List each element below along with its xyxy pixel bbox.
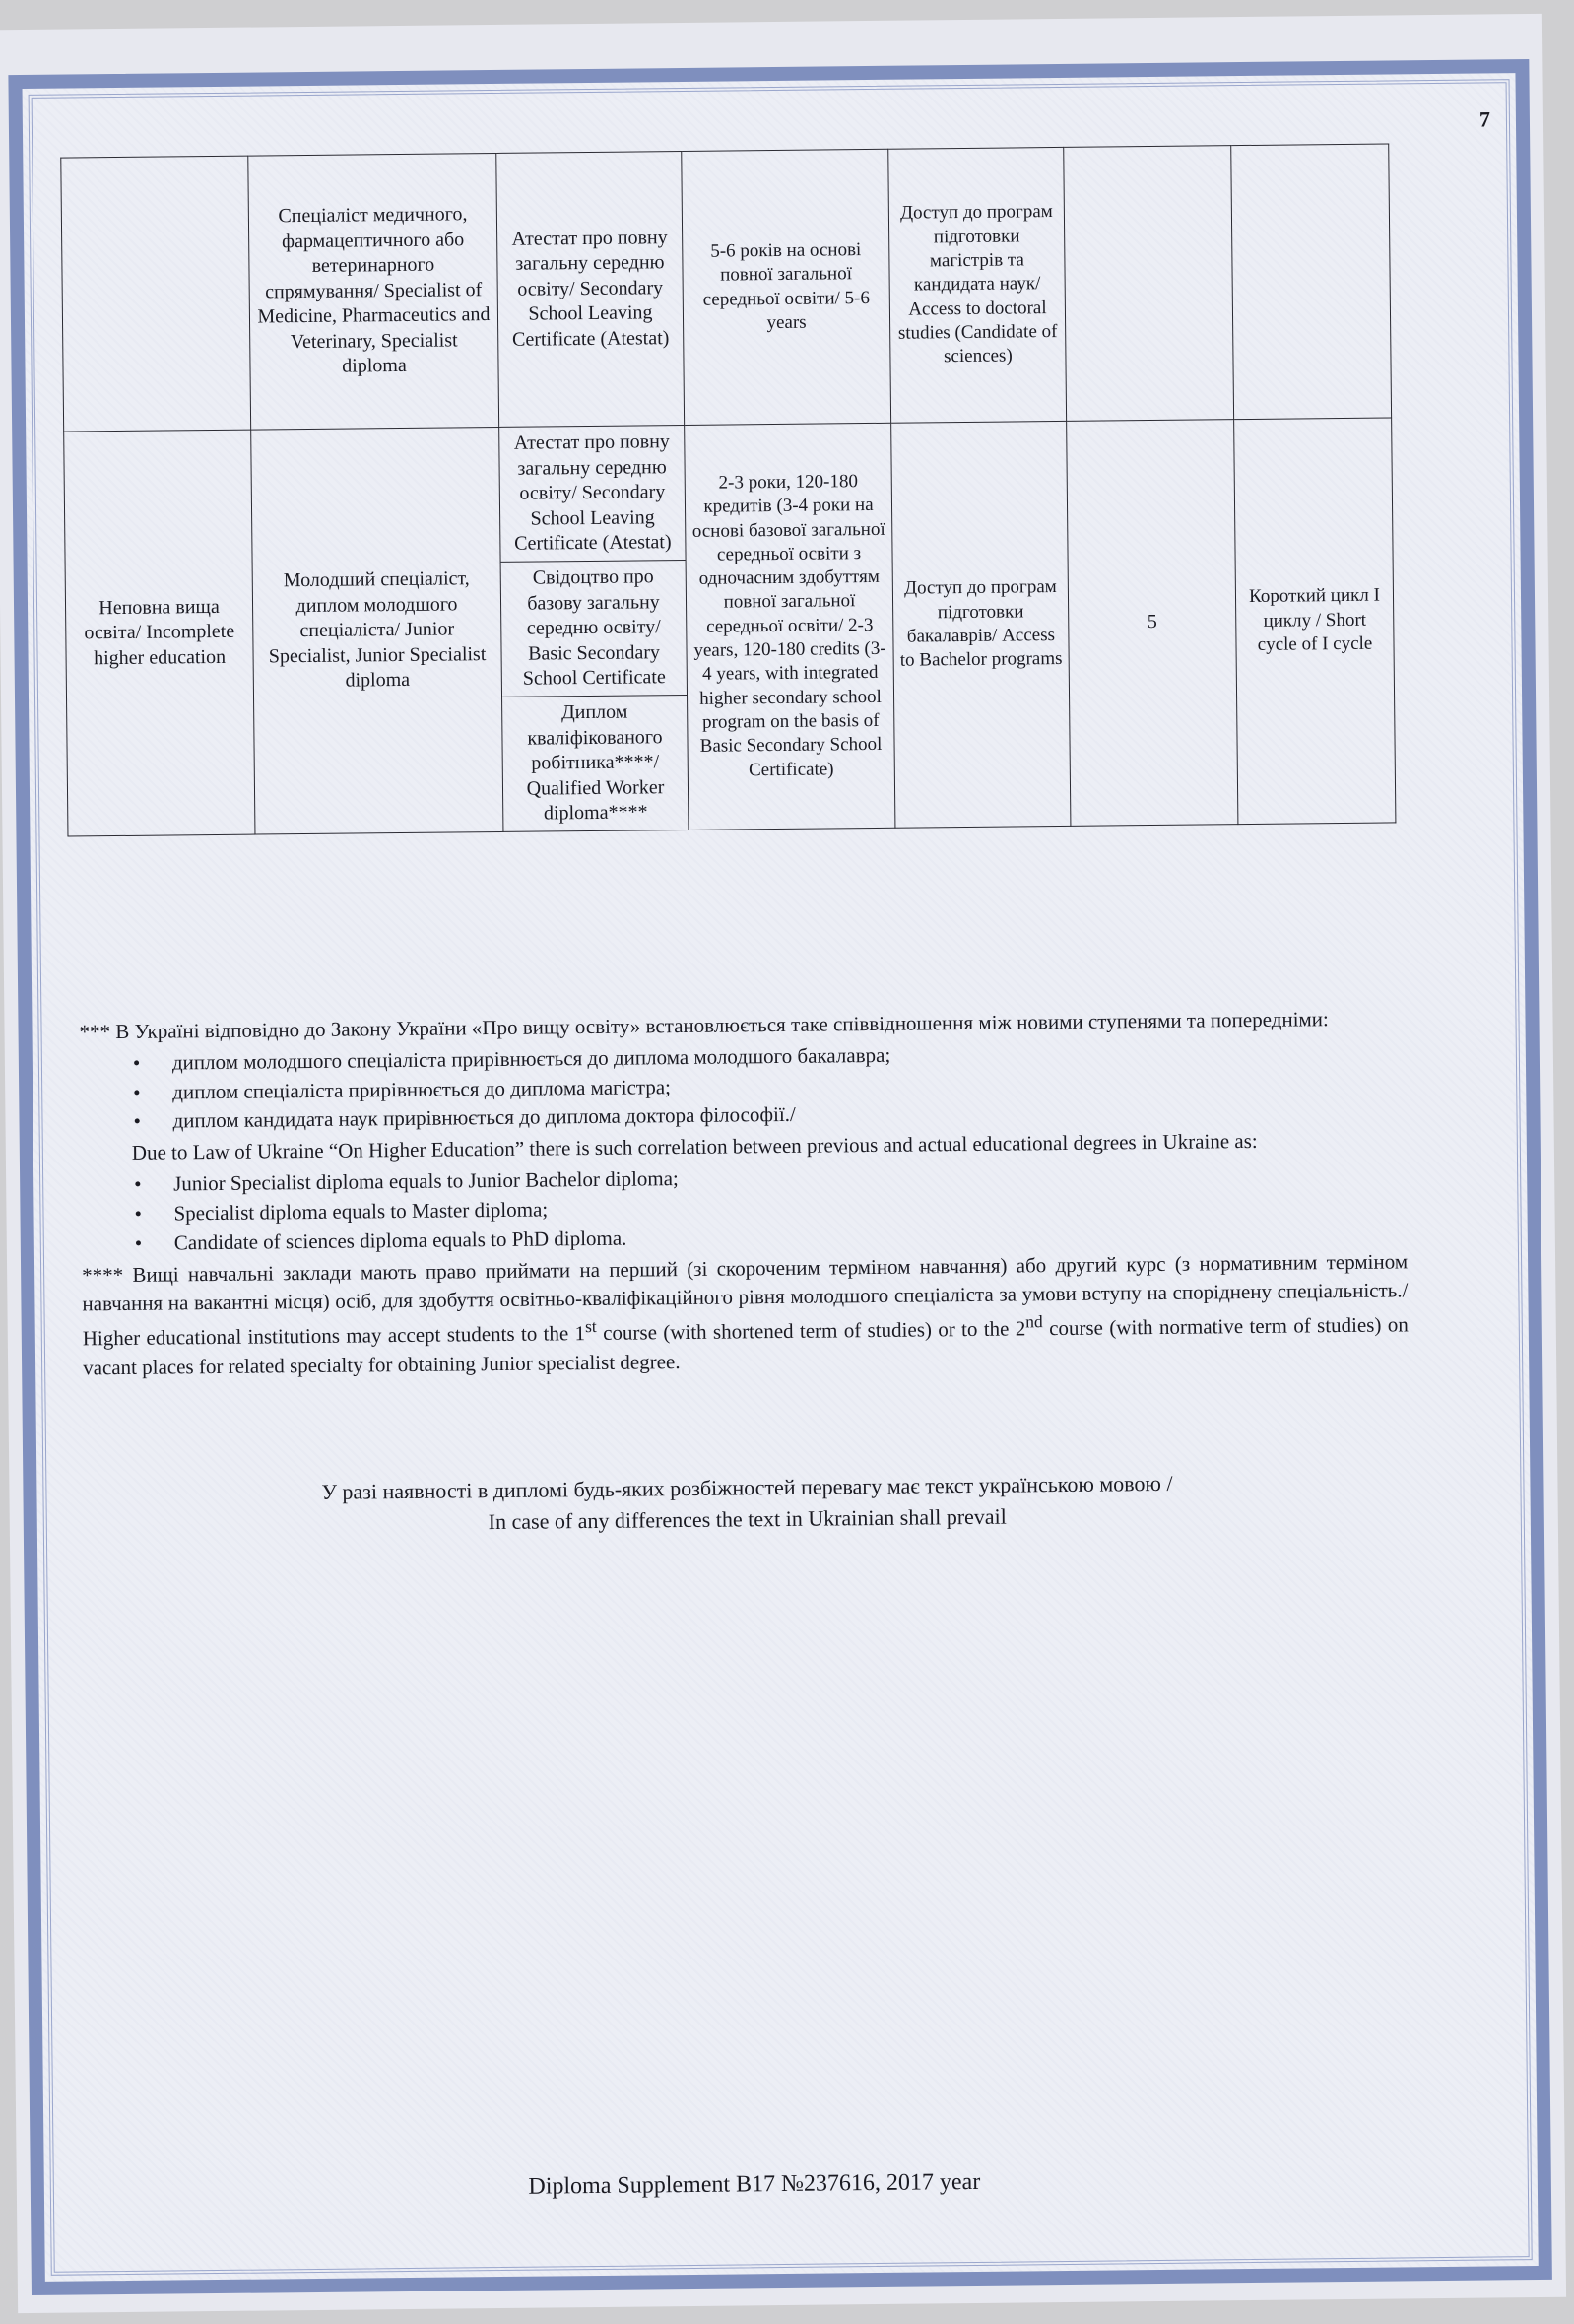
list-item: • Junior Specialist diploma equals to Junior Bachelor diploma; [173,1157,1407,1199]
prevail-ua: У разі наявності в дипломі будь-яких розбіжностей перевагу має текст українською мовою / [321,1470,1173,1504]
list-item: • диплом спеціаліста прирівнюється до диплома магістра; [172,1065,1406,1107]
bullet-list-en [81,1157,1408,1259]
table-cell: Короткий цикл І циклу / Short cycle of I cycle [1234,418,1396,825]
note-text: course (with normative term of studies) on vacant places for related specialty for obtaining Junior specialist degree. [83,1312,1409,1380]
stack-entry-atestat: Атестат про повну загальну середню освіту/ Secondary School Leaving Certificate (Atestat) [499,426,685,563]
table-cell: Молодший спеціаліст, диплом молодшого спеціаліста/ Junior Specialist, Junior Specialist diploma [251,427,503,834]
superscript: st [584,1316,597,1337]
table-cell-stack [499,425,689,831]
superscript: nd [1025,1311,1043,1332]
qualifications-table [60,143,1396,836]
note-four-star [82,1247,1409,1383]
bullet-list-ua [80,1035,1407,1138]
table-cell [1231,144,1392,420]
note-text: course (with shortened term of studies) or to the 2 [596,1316,1026,1346]
table-cell: 5 [1067,420,1238,827]
document-footer: Diploma Supplement B17 №237616, 2017 year [528,2168,981,2200]
table-row [61,144,1392,432]
list-item: • Specialist diploma equals to Master diploma; [173,1186,1407,1228]
list-item: • диплом молодшого спеціаліста прирівнюється до диплома молодшого бакалавра; [172,1035,1406,1078]
table-cell: Атестат про повну загальну середню освіту/ Secondary School Leaving Certificate (Atestat) [496,151,685,427]
list-item: • диплом кандидата наук прирівнюється до диплома доктора філософії./ [172,1095,1406,1137]
note-three-star-intro: *** В Україні відповідно до Закону України «Про вищу освіту» встановлюється таке співвідношення між новими ступенями та попередніми: [79,1007,1329,1044]
table-cell: Неповна вища освіта/ Incomplete higher education [64,430,255,836]
stack-entry-worker-diploma: Диплом кваліфікованого робітника****/ Qualified Worker diploma**** [526,700,665,825]
stack-entry-basic-certificate: Свідоцтво про базову загальну середню освіту/ Basic Secondary School Certificate [501,561,687,697]
table-cell: Доступ до програм підготовки бакалаврів/ Access to Bachelor programs [891,421,1071,828]
footnotes [79,1004,1409,1383]
note-text: **** Вищі навчальні заклади мають право приймати на перший (зі скороченим терміном навчання) або другий курс (з нормативним терміном навчання на вакантні місця) осіб, для здобуття освітньо-кваліфікаційного рівня молодшого спеціаліста за умови вступу на споріднену спеціальність./ Higher educational institutions may accept students to the 1 [82,1248,1409,1351]
page-number: 7 [1478,106,1491,132]
table-row [64,418,1396,836]
table-cell: 2-3 роки, 120-180 кредитів (3-4 роки на основі базової загальної середньої освіти з одночасним здобуттям повної загальної середньої освіти/ 2-3 years, 120-180 credits (3-4 years, with integrated higher secondary school program on the basis of Basic Secondary School Certificate) [685,423,895,830]
prevail-en: In case of any differences the text in Ukrainian shall prevail [488,1503,1007,1535]
table-cell: Доступ до програм підготовки магістрів та кандидата наук/ Access to doctoral studies (Candidate of sciences) [888,147,1067,423]
document-sheet [0,14,1566,2313]
table-cell: 5-6 років на основі повної загальної середньої освіти/ 5-6 years [682,149,891,425]
note-english-intro: Due to Law of Ukraine “On Higher Education” there is such correlation between previous and actual educational degrees in Ukraine as: [131,1129,1258,1165]
list-item: • Candidate of sciences diploma equals to PhD diploma. [174,1216,1408,1258]
table-cell: Спеціаліст медичного, фармацептичного або ветеринарного спрямування/ Specialist of Medicine, Pharmaceutics and Veterinary, Specialist diploma [248,153,499,430]
table-cell [61,156,251,432]
table-cell [1064,146,1234,422]
